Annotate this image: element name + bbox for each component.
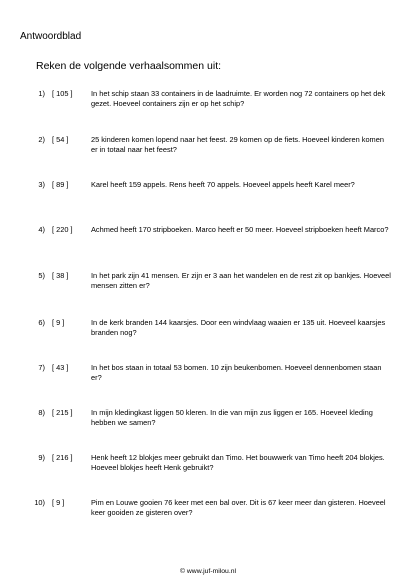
problem-answer: [ 43 ]: [52, 363, 69, 372]
problem-number: 6): [38, 318, 45, 327]
problem-text: Henk heeft 12 blokjes meer gebruikt dan Timo. Het bouwwerk van Timo heeft 204 blokjes. Hoeveel blokjes heeft Henk gebruikt?: [91, 453, 385, 472]
problem-text: In het park zijn 41 mensen. Er zijn er 3 aan het wandelen en de rest zit op bankjes. Hoeveel mensen zitten er?: [91, 271, 391, 290]
problem-number: 3): [38, 180, 45, 189]
problem-answer: [ 38 ]: [52, 271, 69, 280]
problem-number: 10): [34, 498, 45, 507]
footer-copyright: © www.juf-milou.nl: [180, 568, 236, 575]
problem-number: 9): [38, 453, 45, 462]
problem-answer: [ 89 ]: [52, 180, 69, 189]
problem-number: 1): [38, 89, 45, 98]
problem-number: 8): [38, 408, 45, 417]
problem-item: [0, 498, 416, 528]
problem-text: In de kerk branden 144 kaarsjes. Door een windvlaag waaien er 135 uit. Hoeveel kaarsjes branden nog?: [91, 318, 386, 337]
problem-item: [0, 363, 416, 393]
problem-item: [0, 453, 416, 483]
problem-item: [0, 89, 416, 119]
problem-answer: [ 216 ]: [52, 453, 73, 462]
problem-answer: [ 220 ]: [52, 225, 73, 234]
problem-text: In mijn kledingkast liggen 50 kleren. In die van mijn zus liggen er 165. Hoeveel kleding hebben we samen?: [91, 408, 373, 427]
problem-answer: [ 9 ]: [52, 498, 65, 507]
problem-item: [0, 408, 416, 438]
problem-number: 2): [38, 135, 45, 144]
problem-text: In het schip staan 33 containers in de laadruimte. Er worden nog 72 containers op het dek gezet. Hoeveel containers zijn er op het schip?: [91, 89, 386, 108]
problem-text: 25 kinderen komen lopend naar het feest. 29 komen op de fiets. Hoeveel kinderen komen er in totaal naar het feest?: [91, 135, 384, 154]
instructions-text: Reken de volgende verhaalsommen uit:: [36, 60, 222, 72]
problem-answer: [ 54 ]: [52, 135, 69, 144]
problem-answer: [ 105 ]: [52, 89, 73, 98]
problem-number: 5): [38, 271, 45, 280]
problem-text: Pim en Louwe gooien 76 keer met een bal over. Dit is 67 keer meer dan gisteren. Hoeveel keer gooiden ze gisteren over?: [91, 498, 386, 517]
problem-text: Karel heeft 159 appels. Rens heeft 70 appels. Hoeveel appels heeft Karel meer?: [91, 180, 355, 189]
problem-number: 4): [38, 225, 45, 234]
problem-text: Achmed heeft 170 stripboeken. Marco heeft er 50 meer. Hoeveel stripboeken heeft Marco?: [91, 225, 389, 234]
problem-item: [0, 271, 416, 301]
page-title: Antwoordblad: [20, 31, 82, 42]
problem-number: 7): [38, 363, 45, 372]
problem-item: [0, 318, 416, 348]
problem-item: [0, 135, 416, 165]
problem-item: [0, 225, 416, 255]
problem-text: In het bos staan in totaal 53 bomen. 10 zijn beukenbomen. Hoeveel dennenbomen staan er?: [91, 363, 382, 382]
problem-answer: [ 215 ]: [52, 408, 73, 417]
problem-answer: [ 9 ]: [52, 318, 65, 327]
problem-item: [0, 180, 416, 210]
